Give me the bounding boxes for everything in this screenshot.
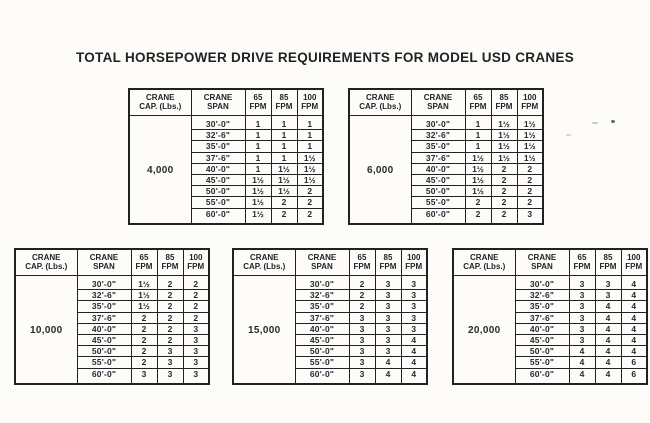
hp-cell: 3 [183,323,209,334]
crane-table-10000 [14,248,210,385]
hp-cell: 4 [375,368,401,384]
hp-cell: 3 [517,208,543,224]
column-header [191,89,245,116]
span-cell: 55'-0" [295,357,349,368]
span-cell: 35'-0" [191,141,245,152]
hp-cell: 1 [465,116,491,130]
hp-cell: 1 [465,130,491,141]
column-header-line2: FPM [301,102,319,111]
hp-cell: 3 [157,346,183,357]
span-cell: 35'-0" [515,301,569,312]
column-header-line2: FPM [469,102,487,111]
column-header-line2: FPM [405,262,423,271]
column-header [157,249,183,276]
column-header-line1: 100 [627,253,641,262]
column-header-line2: FPM [161,262,179,271]
hp-cell: 2 [517,163,543,174]
hp-cell: 1½ [465,163,491,174]
column-header [233,249,295,276]
hp-cell: 3 [401,290,427,301]
header-row [129,89,323,116]
hp-cell: 2 [157,276,183,290]
hp-cell: 4 [595,312,621,323]
hp-cell: 2 [517,186,543,197]
hp-cell: 2 [157,335,183,346]
span-cell: 35'-0" [411,141,465,152]
hp-cell: 4 [595,323,621,334]
column-header [295,249,349,276]
span-cell: 40'-0" [295,323,349,334]
span-cell: 32'-6" [295,290,349,301]
hp-cell: 3 [183,346,209,357]
hp-cell: 1½ [131,276,157,290]
column-header-line1: 65 [253,93,263,102]
hp-cell: 3 [157,357,183,368]
column-header-line2: CAP. (Lbs.) [463,262,506,271]
hp-cell: 2 [183,301,209,312]
hp-cell: 1½ [491,152,517,163]
column-header [515,249,569,276]
hp-cell: 1½ [271,186,297,197]
column-header [77,249,131,276]
hp-cell: 2 [131,346,157,357]
capacity-cell: 4,000 [129,116,191,224]
column-header [271,89,297,116]
hp-cell: 3 [375,346,401,357]
hp-cell: 1½ [491,130,517,141]
capacity-cell: 15,000 [233,276,295,384]
column-header [517,89,543,116]
column-header [349,89,411,116]
span-cell: 50'-0" [77,346,131,357]
span-cell: 45'-0" [411,175,465,186]
hp-cell: 1½ [245,186,271,197]
column-header-line1: CRANE [470,253,499,262]
hp-cell: 3 [401,276,427,290]
hp-cell: 3 [595,290,621,301]
column-header-line1: CRANE [146,93,175,102]
column-header-line2: CAP. (Lbs.) [139,102,182,111]
hp-cell: 2 [491,197,517,208]
column-header [245,89,271,116]
column-header-line2: FPM [135,262,153,271]
span-cell: 30'-0" [515,276,569,290]
table-row [15,276,209,290]
hp-cell: 2 [349,276,375,290]
span-cell: 37'-6" [77,312,131,323]
column-header-line1: 65 [577,253,587,262]
hp-cell: 1½ [465,186,491,197]
column-header-line1: 100 [303,93,317,102]
hp-cell: 2 [131,335,157,346]
hp-cell: 1 [245,141,271,152]
column-header-line1: CRANE [250,253,279,262]
span-cell: 30'-0" [295,276,349,290]
crane-table [14,248,210,385]
column-header-line1: CRANE [307,253,337,262]
hp-cell: 4 [569,357,595,368]
hp-cell: 2 [183,312,209,323]
hp-cell: 4 [621,312,647,323]
hp-cell: 1½ [245,208,271,224]
span-cell: 45'-0" [191,175,245,186]
hp-cell: 3 [375,335,401,346]
column-header-line2: SPAN [311,262,333,271]
span-cell: 45'-0" [515,335,569,346]
hp-cell: 3 [349,312,375,323]
column-header-line2: SPAN [207,102,229,111]
hp-cell: 3 [569,312,595,323]
hp-cell: 4 [401,357,427,368]
header-row [453,249,647,276]
column-header-line2: FPM [573,262,591,271]
column-header-line1: 85 [603,253,613,262]
hp-cell: 2 [157,323,183,334]
column-header-line1: CRANE [89,253,119,262]
hp-cell: 2 [131,312,157,323]
span-cell: 60'-0" [191,208,245,224]
column-header [411,89,465,116]
table-row [349,116,543,130]
span-cell: 55'-0" [411,197,465,208]
hp-cell: 3 [375,290,401,301]
hp-cell: 2 [517,175,543,186]
column-header [129,89,191,116]
hp-cell: 2 [517,197,543,208]
column-header [297,89,323,116]
column-header-line2: CAP. (Lbs.) [25,262,68,271]
span-cell: 30'-0" [411,116,465,130]
column-header [131,249,157,276]
hp-cell: 1½ [245,175,271,186]
capacity-cell: 20,000 [453,276,515,384]
column-header-line1: 65 [139,253,149,262]
column-header [401,249,427,276]
column-header [595,249,621,276]
column-header-line1: CRANE [366,93,395,102]
hp-cell: 2 [491,163,517,174]
column-header-line2: FPM [187,262,205,271]
column-header-line2: FPM [275,102,293,111]
column-header-line1: 85 [383,253,393,262]
span-cell: 55'-0" [515,357,569,368]
span-cell: 55'-0" [77,357,131,368]
column-header-line2: FPM [625,262,643,271]
span-cell: 45'-0" [295,335,349,346]
hp-cell: 1 [465,141,491,152]
hp-cell: 4 [401,346,427,357]
hp-cell: 1½ [131,301,157,312]
hp-cell: 4 [595,301,621,312]
crane-table [232,248,428,385]
hp-cell: 1 [245,152,271,163]
hp-cell: 1½ [245,197,271,208]
hp-cell: 1½ [465,175,491,186]
hp-cell: 3 [595,276,621,290]
hp-cell: 3 [375,323,401,334]
hp-cell: 4 [621,346,647,357]
hp-cell: 2 [465,197,491,208]
hp-cell: 1½ [271,175,297,186]
span-cell: 60'-0" [411,208,465,224]
span-cell: 30'-0" [191,116,245,130]
hp-cell: 4 [595,368,621,384]
column-header-line2: FPM [353,262,371,271]
hp-cell: 1 [297,130,323,141]
hp-cell: 3 [349,335,375,346]
hp-cell: 1 [271,141,297,152]
span-cell: 60'-0" [515,368,569,384]
hp-cell: 4 [569,368,595,384]
crane-table-20000 [452,248,648,385]
hp-cell: 1½ [131,290,157,301]
column-header-line1: 100 [407,253,421,262]
hp-cell: 4 [621,276,647,290]
span-cell: 30'-0" [77,276,131,290]
column-header-line1: 85 [499,93,509,102]
hp-cell: 2 [183,290,209,301]
hp-cell: 2 [271,208,297,224]
hp-cell: 1 [271,116,297,130]
column-header-line1: CRANE [527,253,557,262]
table-row [453,276,647,290]
span-cell: 50'-0" [411,186,465,197]
hp-cell: 4 [595,335,621,346]
hp-cell: 1 [297,116,323,130]
hp-cell: 1½ [517,141,543,152]
hp-cell: 2 [297,208,323,224]
hp-cell: 4 [569,346,595,357]
hp-cell: 3 [569,335,595,346]
hp-cell: 1½ [491,141,517,152]
column-header-line1: CRANE [203,93,233,102]
span-cell: 50'-0" [295,346,349,357]
hp-cell: 3 [401,312,427,323]
span-cell: 35'-0" [295,301,349,312]
scan-speck [592,122,598,124]
hp-cell: 2 [157,290,183,301]
span-cell: 37'-6" [515,312,569,323]
column-header [453,249,515,276]
crane-table [348,88,544,225]
span-cell: 32'-6" [515,290,569,301]
span-cell: 32'-6" [191,130,245,141]
hp-cell: 2 [297,186,323,197]
hp-cell: 2 [491,175,517,186]
column-header [183,249,209,276]
hp-cell: 4 [401,368,427,384]
hp-cell: 2 [349,290,375,301]
hp-cell: 3 [183,357,209,368]
column-header-line2: CAP. (Lbs.) [359,102,402,111]
column-header-line2: CAP. (Lbs.) [243,262,286,271]
column-header-line2: SPAN [93,262,115,271]
column-header [621,249,647,276]
crane-table [452,248,648,385]
column-header-line1: 65 [357,253,367,262]
span-cell: 35'-0" [77,301,131,312]
hp-cell: 3 [375,276,401,290]
hp-cell: 3 [569,290,595,301]
span-cell: 45'-0" [77,335,131,346]
hp-cell: 2 [157,301,183,312]
hp-cell: 2 [491,208,517,224]
hp-cell: 2 [349,301,375,312]
column-header-line1: CRANE [423,93,453,102]
hp-cell: 4 [401,335,427,346]
hp-cell: 3 [569,323,595,334]
hp-cell: 2 [183,276,209,290]
span-cell: 40'-0" [411,163,465,174]
hp-cell: 1½ [297,175,323,186]
hp-cell: 1 [245,116,271,130]
page-title: TOTAL HORSEPOWER DRIVE REQUIREMENTS FOR MODEL USD CRANES [75,50,575,65]
column-header-line2: FPM [599,262,617,271]
span-cell: 50'-0" [191,186,245,197]
table-row [129,116,323,130]
span-cell: 40'-0" [77,323,131,334]
hp-cell: 1½ [271,163,297,174]
hp-cell: 3 [349,368,375,384]
hp-cell: 3 [349,357,375,368]
span-cell: 37'-6" [295,312,349,323]
hp-cell: 4 [621,335,647,346]
span-cell: 55'-0" [191,197,245,208]
hp-cell: 6 [621,368,647,384]
hp-cell: 1½ [517,152,543,163]
span-cell: 40'-0" [515,323,569,334]
hp-cell: 2 [131,323,157,334]
column-header [465,89,491,116]
hp-cell: 1½ [465,152,491,163]
hp-cell: 3 [569,301,595,312]
header-row [15,249,209,276]
hp-cell: 1½ [517,130,543,141]
hp-cell: 3 [349,346,375,357]
hp-cell: 2 [131,357,157,368]
column-header-line1: 85 [165,253,175,262]
hp-cell: 1½ [297,163,323,174]
span-cell: 37'-6" [191,152,245,163]
crane-table [128,88,324,225]
span-cell: 50'-0" [515,346,569,357]
span-cell: 40'-0" [191,163,245,174]
column-header [569,249,595,276]
hp-cell: 1 [271,152,297,163]
hp-cell: 3 [401,323,427,334]
hp-cell: 1 [245,130,271,141]
column-header-line2: SPAN [531,262,553,271]
column-header [349,249,375,276]
hp-cell: 2 [491,186,517,197]
column-header-line1: 85 [279,93,289,102]
column-header-line2: FPM [379,262,397,271]
scan-speck [611,120,615,123]
span-cell: 32'-6" [77,290,131,301]
hp-cell: 4 [621,301,647,312]
span-cell: 60'-0" [295,368,349,384]
column-header-line2: FPM [521,102,539,111]
hp-cell: 2 [271,197,297,208]
hp-cell: 4 [375,357,401,368]
span-cell: 37'-6" [411,152,465,163]
hp-cell: 3 [157,368,183,384]
capacity-cell: 10,000 [15,276,77,384]
hp-cell: 1½ [491,116,517,130]
column-header-line1: CRANE [32,253,61,262]
hp-cell: 3 [183,335,209,346]
column-header-line2: FPM [249,102,267,111]
span-cell: 60'-0" [77,368,131,384]
hp-cell: 3 [401,301,427,312]
hp-cell: 2 [465,208,491,224]
crane-table-4000 [128,88,324,225]
table-row [233,276,427,290]
column-header [15,249,77,276]
hp-cell: 1½ [517,116,543,130]
hp-cell: 3 [375,301,401,312]
hp-cell: 4 [621,290,647,301]
hp-cell: 3 [375,312,401,323]
hp-cell: 2 [157,312,183,323]
header-row [233,249,427,276]
hp-cell: 4 [595,346,621,357]
hp-cell: 3 [131,368,157,384]
crane-table-15000 [232,248,428,385]
column-header [491,89,517,116]
span-cell: 32'-6" [411,130,465,141]
hp-cell: 1 [297,141,323,152]
capacity-cell: 6,000 [349,116,411,224]
column-header-line1: 100 [189,253,203,262]
hp-cell: 1 [271,130,297,141]
column-header-line2: FPM [495,102,513,111]
hp-cell: 4 [621,323,647,334]
hp-cell: 2 [297,197,323,208]
scan-speck [566,134,571,136]
hp-cell: 1½ [297,152,323,163]
hp-cell: 6 [621,357,647,368]
hp-cell: 1 [245,163,271,174]
column-header-line2: SPAN [427,102,449,111]
column-header [375,249,401,276]
hp-cell: 3 [349,323,375,334]
column-header-line1: 65 [473,93,483,102]
header-row [349,89,543,116]
column-header-line1: 100 [523,93,537,102]
crane-table-6000 [348,88,544,225]
hp-cell: 3 [183,368,209,384]
hp-cell: 4 [595,357,621,368]
hp-cell: 3 [569,276,595,290]
